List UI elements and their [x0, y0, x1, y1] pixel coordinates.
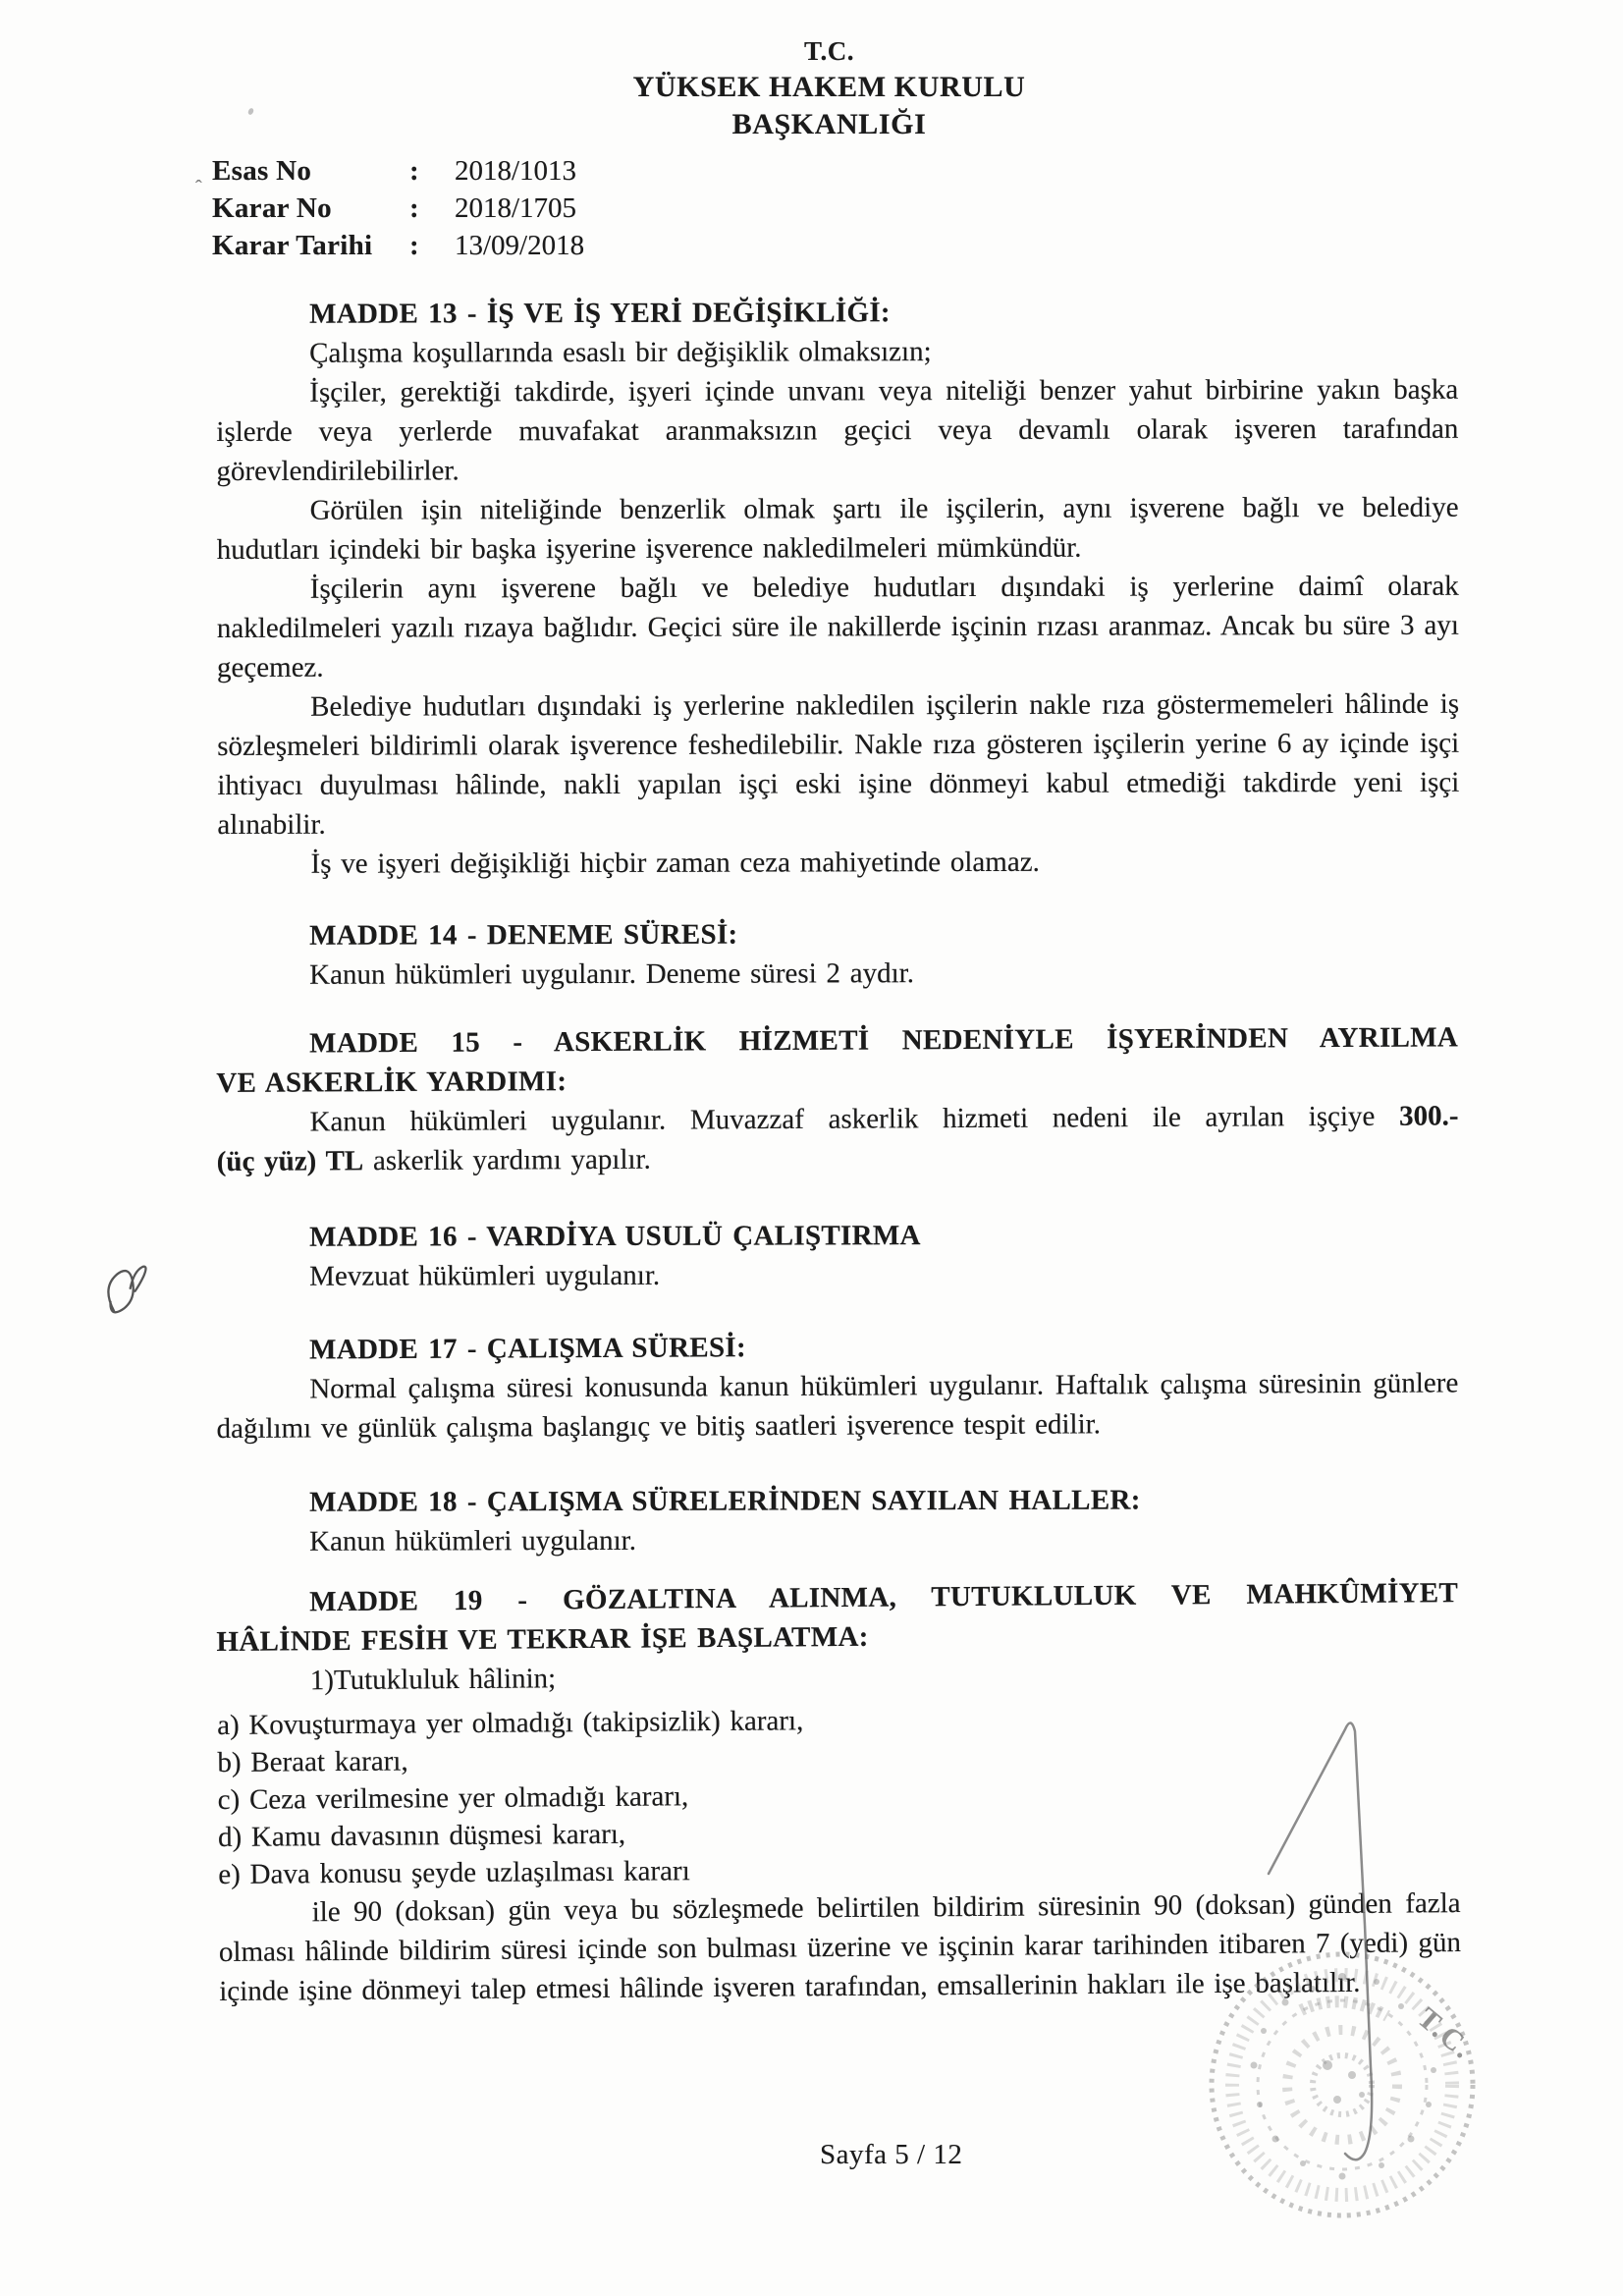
article-madde-16-title: MADDE 16 - VARDİYA USULÜ ÇALIŞTIRMA — [309, 1220, 921, 1253]
article-madde-17-paragraph: Normal çalışma süresi konusunda kanun hükümleri uygulanır. Haftalık çalışma süresinin günlere dağılımı ve günlük çalışma başlangıç ve bitiş saatleri işverence tespit edilir. — [216, 1367, 1459, 1445]
article-madde-13-paragraph: Belediye hudutları dışındaki iş yerlerine nakledilen işçilerin nakle rıza göstermemeleri hâlinde iş sözleşmeleri bildirimli olarak işverence feshedilebilir. Nakle rıza gösteren işçilerin yerine 6 ay içinde işçi ihtiyacı duyulması hâlinde, nakli yapılan işçi eski işine dönmeyi kabul etmediği takdirde yeni işçi alınabilir. — [217, 687, 1460, 841]
list-item-a: a) Kovuşturmaya yer olmadığı (takipsizlik) kararı, — [217, 1705, 804, 1741]
article-madde-18 — [216, 1480, 1458, 1561]
article-madde-17 — [216, 1324, 1459, 1449]
scan-caret-artifact — [195, 177, 202, 199]
karar-no-label: Karar No — [212, 192, 332, 224]
article-madde-15 — [216, 1017, 1459, 1181]
article-madde-19-closing: ile 90 (doksan) gün veya bu sözleşmede belirtilen bildirim süresinin 90 (doksan) günden fazla olması hâlinde bildirim süresi içinde son bulması üzerine ve işçinin karar tarihinden itibaren 7 (yedi) gün içinde işine dönmeyi talep etmesi hâlinde işveren tarafından, emsallerinin hakları ile işe başlatılır. — [218, 1887, 1462, 2007]
article-madde-19-title — [216, 1573, 1459, 1662]
article-madde-15-paragraph-line1 — [216, 1096, 1458, 1142]
article-madde-18-title: MADDE 18 - ÇALIŞMA SÜRELERİNDEN SAYILAN HALLER: — [309, 1484, 1141, 1518]
madde-15-text: Kanun hükümleri uygulanır. Muvazzaf askerlik hizmeti nedeni ile ayrılan işçiye — [309, 1100, 1376, 1138]
article-madde-15-title-line1: MADDE 15 - ASKERLİK HİZMETİ NEDENİYLE İŞYERİNDEN AYRILMA — [309, 1021, 1459, 1060]
article-madde-19-title-line1: MADDE 19 - GÖZALTINA ALINMA, TUTUKLULUK VE MAHKÛMİYET — [309, 1577, 1459, 1618]
article-madde-13-title: MADDE 13 - İŞ VE İŞ YERİ DEĞİŞİKLİĞİ: — [309, 297, 891, 330]
article-madde-19-title-line2: HÂLİNDE FESİH VE TEKRAR İŞE BAŞLATMA: — [216, 1620, 869, 1658]
article-madde-15-title — [216, 1017, 1458, 1103]
karar-tarihi-label: Karar Tarihi — [212, 230, 373, 261]
karar-no-separator: : — [409, 192, 419, 224]
article-madde-16 — [216, 1215, 1458, 1296]
karar-tarihi-value: 13/09/2018 — [455, 230, 585, 261]
article-madde-13-paragraph: Çalışma koşullarında esaslı bir değişiklik olmaksızın; — [309, 336, 932, 369]
list-item-b: b) Beraat kararı, — [217, 1745, 408, 1778]
scan-speck-artifact — [247, 107, 254, 115]
article-madde-16-paragraph: Mevzuat hükümleri uygulanır. — [309, 1259, 661, 1292]
list-item-d: d) Kamu davasının düşmesi kararı, — [217, 1818, 626, 1853]
letterhead-republic: T.C. — [803, 36, 855, 66]
stamp-tc-text: T.C. — [1411, 2001, 1480, 2066]
article-madde-15-paragraph-line2 — [217, 1135, 1459, 1181]
karar-tarihi-separator: : — [409, 230, 419, 261]
article-madde-13-paragraph: İşçilerin aynı işverene bağlı ve belediye hudutları dışındaki iş yerlerine daimî olarak nakledilmeleri yazılı rızaya bağlıdır. Geçici süre ile nakillerde işçinin rızası aranmaz. Ancak bu süre 3 ayı geçemez. — [216, 570, 1459, 683]
letterhead-board-name: YÜKSEK HAKEM KURULU — [632, 71, 1026, 103]
meta-row-karar-no — [212, 190, 584, 227]
margin-scribble — [88, 1251, 173, 1336]
esas-no-separator: : — [409, 155, 419, 187]
article-madde-17-title: MADDE 17 - ÇALIŞMA SÜRESİ: — [309, 1332, 746, 1366]
article-madde-14-title: MADDE 14 - DENEME SÜRESİ: — [309, 918, 738, 952]
pen-stroke-path — [1217, 1704, 1394, 2175]
meta-row-esas-no — [212, 152, 584, 190]
pen-stroke-mark — [1217, 1704, 1394, 2175]
esas-no-label: Esas No — [212, 155, 312, 187]
meta-row-karar-tarihi — [212, 227, 584, 264]
madde-15-text: askerlik yardımı yapılır. — [372, 1143, 651, 1177]
list-item-c: c) Ceza verilmesine yer olmadığı kararı, — [217, 1780, 689, 1816]
case-meta — [212, 152, 584, 264]
article-madde-13-paragraph: Görülen işin niteliğinde benzerlik olmak şartı ile işçilerin, aynı işverene bağlı ve belediye hudutları içindeki bir başka işyerine işverence nakledilmeleri mümkündür. — [216, 491, 1459, 566]
article-madde-19-intro: 1)Tutukluluk hâlinin; — [309, 1663, 557, 1697]
karar-no-value: 2018/1705 — [455, 192, 577, 224]
article-madde-18-paragraph: Kanun hükümleri uygulanır. — [309, 1524, 637, 1558]
letterhead-presidency: BAŞKANLIĞI — [731, 108, 927, 140]
page-number: Sayfa 5 / 12 — [820, 2139, 963, 2170]
letterhead — [633, 35, 1026, 143]
article-madde-13-paragraph: İş ve işyeri değişikliği hiçbir zaman ceza mahiyetinde olamaz. — [310, 846, 1040, 880]
article-madde-13 — [216, 292, 1460, 884]
margin-scribble-path — [88, 1251, 173, 1336]
article-madde-13-paragraph: İşçiler, gerektiği takdirde, işyeri içinde unvanı veya niteliği benzer yahut birbirine yakın başka işlerde veya yerlerde muvafakat aranmaksızın geçici veya devamlı olarak işveren tarafından görevlendirilebilirler. — [216, 373, 1459, 487]
article-madde-14 — [216, 913, 1458, 995]
esas-no-value: 2018/1013 — [455, 155, 577, 187]
article-madde-15-title-line2: VE ASKERLİK YARDIMI: — [216, 1066, 568, 1099]
madde-15-amount-words: (üç yüz) TL — [216, 1145, 364, 1177]
article-madde-14-paragraph: Kanun hükümleri uygulanır. Deneme süresi 2 aydır. — [309, 957, 915, 991]
madde-15-amount: 300.- — [1399, 1100, 1459, 1132]
list-item-e: e) Dava konusu şeyde uzlaşılması kararı — [218, 1855, 690, 1890]
